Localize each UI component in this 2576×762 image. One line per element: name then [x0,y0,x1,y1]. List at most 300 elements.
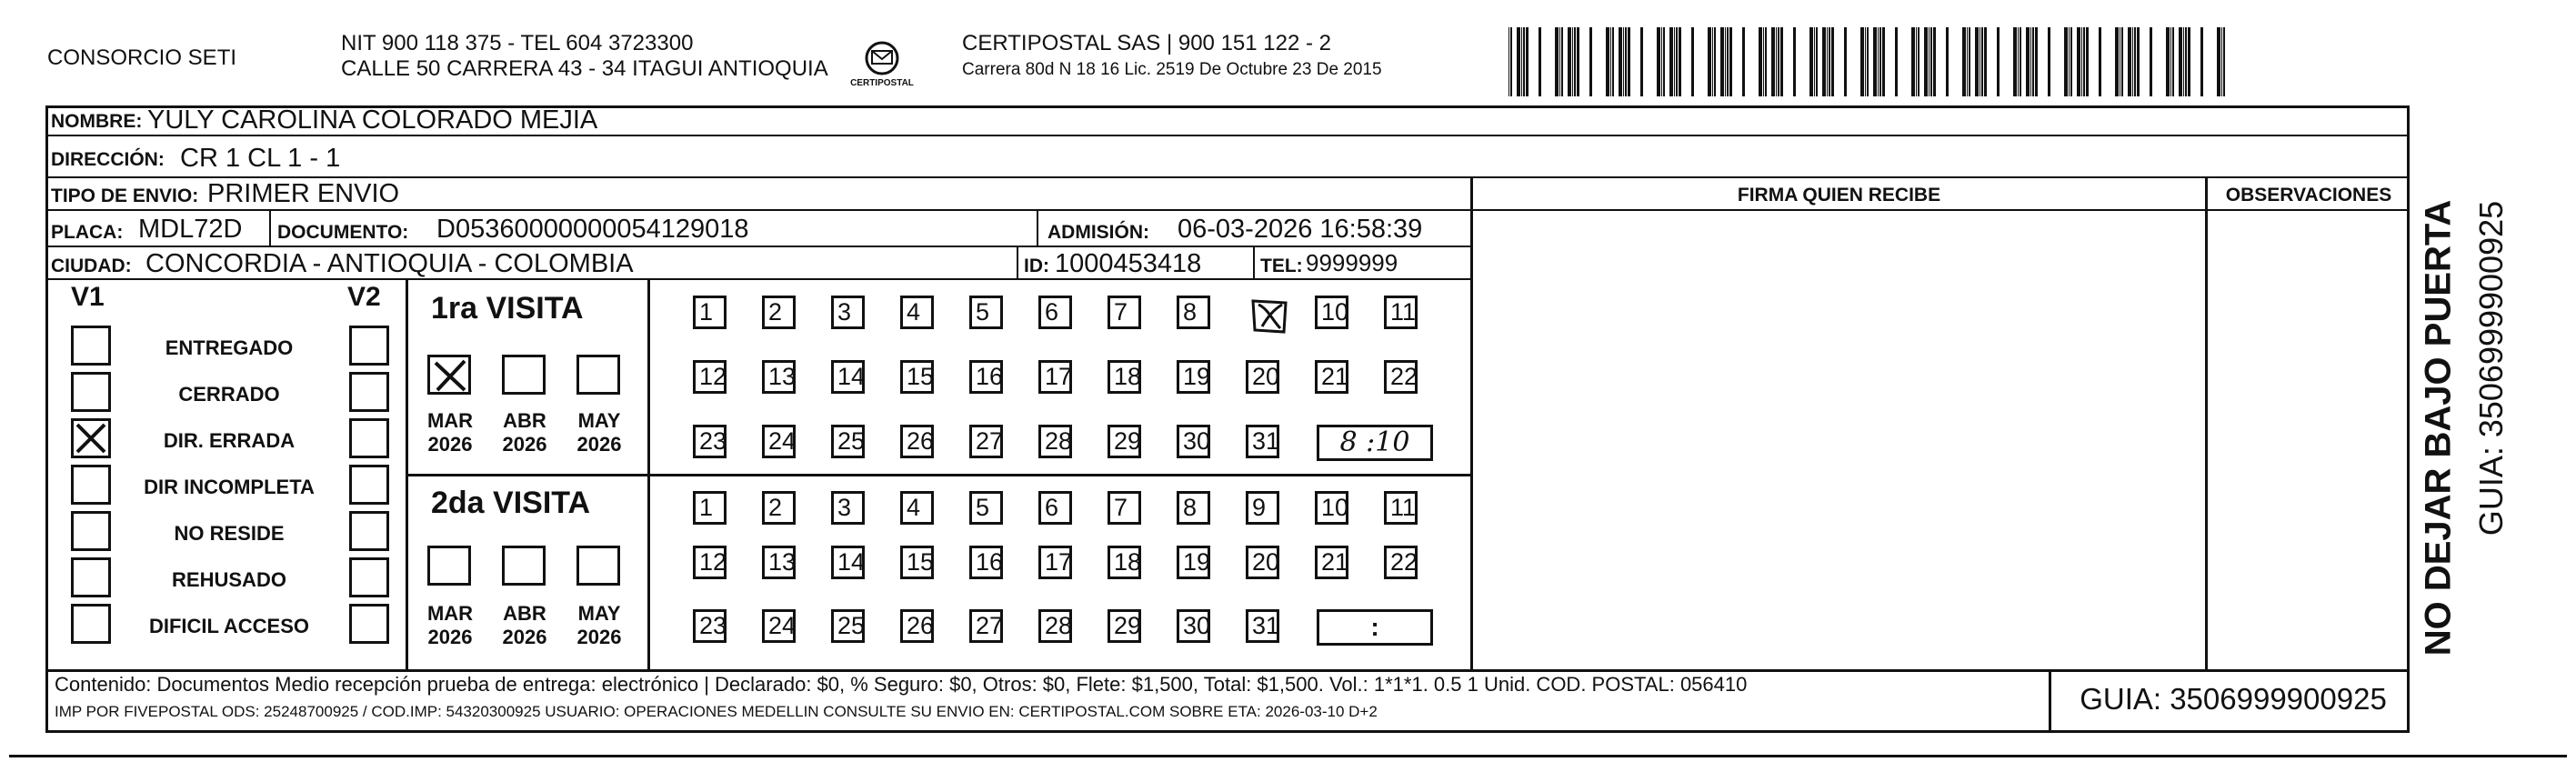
day-number: 28 [1045,427,1073,455]
barcode-bar [1661,27,1662,96]
year-label: 2026 [502,626,547,648]
day-number: 12 [699,548,727,576]
day-cell[interactable] [900,296,934,329]
month-label: MAY [577,409,621,432]
nit-line: NIT 900 118 375 - TEL 604 3723300 [341,31,694,55]
certipostal-logo [846,36,918,95]
barcode-bar [1778,27,1779,96]
first-visit-title: 1ra VISITA [431,291,584,326]
day-cell[interactable] [1177,425,1210,458]
day-cell[interactable] [1038,546,1072,579]
day-cell[interactable] [1108,425,1141,458]
day-cell[interactable] [1108,360,1141,394]
day-cell[interactable] [762,609,796,643]
barcode-bar [1763,27,1764,96]
day-cell[interactable] [969,491,1003,525]
barcode-bar [2172,27,2174,96]
barcode-bar [1510,27,1512,96]
tel-label: TEL: [1260,256,1303,276]
day-cell[interactable] [831,360,865,394]
day-cell[interactable] [693,491,727,525]
barcode-bar [1829,27,1830,96]
month-checkbox[interactable] [502,546,546,586]
day-cell[interactable] [1108,491,1141,525]
day-number: 13 [768,363,797,390]
logo-text: CERTIPOSTAL [850,78,914,88]
barcode-bar [1574,27,1576,96]
barcode-bar [1844,27,1847,96]
barcode-bar [1981,27,1983,96]
barcode-bar [1521,27,1522,96]
barcode-bar [1523,27,1525,96]
day-cell[interactable] [900,360,934,394]
day-cell[interactable] [1246,360,1279,394]
barcode-bar [2048,27,2050,96]
day-cell[interactable] [1384,546,1418,579]
day-number: 21 [1321,363,1349,390]
day-cell[interactable] [693,546,727,579]
day-number: 9 [1252,494,1267,521]
day-cell[interactable] [831,296,865,329]
barcode-bar [1831,27,1834,96]
divider-obs [2205,178,2208,669]
barcode-bar [2121,27,2123,96]
handwritten-mark-icon [1249,296,1289,334]
day-number: 2 [768,494,783,521]
day-number: 19 [1183,363,1211,390]
reason-label: DIR. ERRADA [163,429,296,452]
month-checkbox[interactable] [427,355,471,395]
barcode-bar [2018,27,2019,96]
barcode-bar [1916,27,1917,96]
barcode-bar [1895,27,1898,96]
day-cell[interactable] [693,360,727,394]
day-cell[interactable] [1315,546,1348,579]
hour-box-first[interactable] [1317,425,1433,461]
day-cell[interactable] [1315,360,1348,394]
admision-label: ADMISIÓN: [1047,222,1149,243]
nombre-row [45,105,2410,136]
month-label: MAR [426,409,474,432]
barcode-bar [2081,27,2082,96]
day-cell[interactable] [1246,491,1279,525]
day-cell[interactable] [1315,296,1348,329]
barcode-bar [2132,27,2133,96]
tipo-label: TIPO DE ENVIO: [51,185,199,206]
barcode-bar [1640,27,1643,96]
day-cell[interactable] [1246,609,1279,643]
barcode-bar [2035,27,2038,96]
barcode-bar [1924,27,1928,96]
barcode-bar [2170,27,2171,96]
barcode-bar [1559,27,1560,96]
barcode-bar [2026,27,2030,96]
day-number: 27 [976,427,1004,455]
day-cell[interactable] [1038,296,1072,329]
day-number: 11 [1390,494,1417,521]
reason-label: REHUSADO [172,568,286,591]
barcode-bar [2223,27,2225,96]
day-number: 10 [1321,494,1349,521]
ciudad-row [45,247,1473,280]
barcode-bar [1577,27,1579,96]
day-number: 6 [1045,494,1059,521]
barcode-bar [2185,27,2187,96]
reason-label: DIFICIL ACCESO [148,615,309,637]
day-number: 29 [1114,427,1142,455]
day-cell[interactable] [1177,609,1210,643]
day-cell[interactable] [762,425,796,458]
day-cell[interactable] [1108,546,1141,579]
barcode-bar [2099,27,2101,96]
documento-label: DOCUMENTO: [277,222,409,243]
nombre-value: YULY CAROLINA COLORADO MEJIA [147,105,598,135]
barcode-bar [1555,27,1559,96]
barcode-bar [1975,27,1979,96]
day-cell[interactable] [693,296,727,329]
day-number: 26 [907,612,935,639]
day-cell[interactable] [969,546,1003,579]
barcode-bar [1827,27,1828,96]
reason-label: NO RESIDE [174,522,285,545]
day-cell[interactable] [900,425,934,458]
barcode-bar [1610,27,1611,96]
barcode-bar [1663,27,1665,96]
day-cell[interactable] [762,546,796,579]
barcode-bar [2030,27,2031,96]
barcode-bar [1679,27,1681,96]
day-number: 23 [699,427,727,455]
day-cell[interactable] [969,296,1003,329]
barcode-bar [2032,27,2034,96]
imp-line: IMP POR FIVEPOSTAL ODS: 25248700925 / COD.IMP: 54320300925 USUARIO: OPERACIONES MEDELLIN CONSULTE SU ENVIO EN: CERTIPOSTAL.COM SOBRE ETA: 2026-03-10 D+2 [55,703,1378,720]
day-cell[interactable] [831,546,865,579]
day-cell[interactable] [1384,360,1418,394]
day-cell[interactable] [831,491,865,525]
month-checkbox[interactable] [576,546,620,586]
day-number: 8 [1183,298,1198,326]
observaciones-header: OBSERVACIONES [2225,185,2392,206]
day-number: 22 [1390,363,1418,390]
month-label: MAY [577,602,621,625]
reason-label: CERRADO [178,383,280,406]
hour-blank: : [1370,613,1379,641]
day-number: 29 [1114,612,1142,639]
barcode-bar [2134,27,2136,96]
day-number: 24 [768,427,797,455]
barcode-bar [2150,27,2152,96]
day-cell[interactable] [1384,491,1418,525]
barcode-bar [1765,27,1767,96]
day-cell[interactable] [969,360,1003,394]
day-cell[interactable] [762,296,796,329]
day-cell[interactable] [762,360,796,394]
placa-row [45,211,1473,247]
barcode-bar [1865,27,1866,96]
day-number: 3 [837,298,852,326]
barcode-bar [1572,27,1573,96]
barcode-bar [2064,27,2068,96]
year-label: 2026 [576,433,622,456]
barcode-bar [2020,27,2021,96]
barcode-bar [1526,27,1529,96]
barcode-bar [1984,27,1987,96]
barcode [1505,27,2232,96]
checked-x-icon [430,357,470,394]
barcode-bar [2013,27,2017,96]
barcode-bar [2137,27,2140,96]
hour-handwritten: 8 :10 [1339,426,1410,458]
barcode-bar [1625,27,1627,96]
day-number: 10 [1321,298,1349,326]
day-number: 18 [1114,548,1142,576]
month-checkbox[interactable] [502,355,546,395]
barcode-bar [1606,27,1609,96]
nombre-label: NOMBRE: [51,111,143,132]
day-cell[interactable] [693,425,727,458]
barcode-bar [1759,27,1762,96]
v2-checkbox[interactable] [349,511,389,551]
side-guia: GUIA: 3506999900925 [2472,200,2510,536]
day-number: 5 [976,494,990,521]
barcode-bar [1623,27,1624,96]
barcode-bar [1771,27,1775,96]
barcode-bar [1539,27,1541,96]
barcode-bar [1561,27,1563,96]
barcode-bar [1911,27,1915,96]
tipo-value: PRIMER ENVIO [207,179,400,208]
barcode-bar [1589,27,1592,96]
barcode-bar [1793,27,1796,96]
reason-label: DIR INCOMPLETA [144,476,315,498]
year-label: 2026 [502,433,547,456]
day-cell[interactable] [762,491,796,525]
day-number: 14 [837,363,866,390]
barcode-bar [1714,27,1716,96]
day-cell[interactable] [1246,546,1279,579]
day-number: 13 [768,548,797,576]
barcode-bar [1822,27,1826,96]
barcode-bar [1776,27,1777,96]
barcode-bar [1814,27,1815,96]
barcode-bar [1729,27,1732,96]
day-number: 3 [837,494,852,521]
barcode-bar [2086,27,2089,96]
v2-header: V2 [347,282,381,312]
day-number: 19 [1183,548,1211,576]
barcode-bar [1568,27,1571,96]
barcode-bar [1918,27,1919,96]
day-cell[interactable] [969,425,1003,458]
day-number: 20 [1252,548,1280,576]
day-number: 7 [1114,494,1128,521]
day-number: 4 [907,494,921,521]
barcode-bar [1669,27,1673,96]
barcode-bar [2077,27,2080,96]
day-number: 12 [699,363,727,390]
month-checkbox[interactable] [427,546,471,586]
day-cell[interactable] [1177,546,1210,579]
barcode-bar [2083,27,2085,96]
barcode-bar [1997,27,2000,96]
id-value: 1000453418 [1055,249,1202,278]
day-number: 1 [699,298,714,326]
direccion-row [45,136,2410,178]
day-cell[interactable] [1038,360,1072,394]
barcode-bar [1674,27,1675,96]
no-dejar-notice: NO DEJAR BAJO PUERTA [2418,199,2459,657]
hour-box-second[interactable] [1317,609,1433,646]
day-cell[interactable] [1177,296,1210,329]
day-number: 7 [1114,298,1128,326]
day-number: 24 [768,612,797,639]
barcode-bar [1727,27,1729,96]
year-label: 2026 [427,433,473,456]
day-number: 18 [1114,363,1142,390]
carrier-line: CERTIPOSTAL SAS | 900 151 122 - 2 [962,31,1331,55]
barcode-bar [2200,27,2203,96]
day-number: 31 [1252,427,1280,455]
company-name: CONSORCIO SETI [47,45,237,70]
month-label: ABR [503,602,546,625]
barcode-bar [1873,27,1877,96]
direccion-value: CR 1 CL 1 - 1 [180,144,341,173]
ciudad-label: CIUDAD: [51,256,132,276]
bottom-rule [9,755,2567,757]
day-number: 6 [1045,298,1059,326]
barcode-bar [1720,27,1724,96]
day-cell[interactable] [1038,491,1072,525]
day-cell[interactable] [969,609,1003,643]
day-number: 17 [1045,548,1073,576]
barcode-bar [1878,27,1879,96]
day-cell[interactable] [900,546,934,579]
day-number: 30 [1183,427,1211,455]
footer-guia-divider [2049,671,2051,733]
day-cell[interactable] [1038,425,1072,458]
contenido-line: Contenido: Documentos Medio recepción prueba de entrega: electrónico | Declarado: $0, % Seguro: $0, Otros: $0, Flete: $1,500, Total: $1,500. Vol.: 1*1*1. 0.5 1 Unid. COD. POSTAL: 056410 [55,673,1748,696]
v2-checkbox[interactable] [349,604,389,644]
day-number: 5 [976,298,990,326]
barcode-bar [1933,27,1936,96]
barcode-bar [1742,27,1745,96]
day-number: 25 [837,427,866,455]
day-cell[interactable] [1038,609,1072,643]
v2-checkbox[interactable] [349,557,389,597]
day-number: 31 [1252,612,1280,639]
barcode-bar [1708,27,1711,96]
carrier-license: Carrera 80d N 18 16 Lic. 2519 De Octubre 23 De 2015 [962,60,1382,79]
placa-value: MDL72D [138,215,243,244]
day-cell[interactable] [693,609,727,643]
v2-checkbox[interactable] [349,418,389,458]
placa-label: PLACA: [51,222,124,243]
day-number: 4 [907,298,921,326]
firma-header: FIRMA QUIEN RECIBE [1737,185,1941,206]
v2-checkbox[interactable] [349,465,389,505]
day-cell[interactable] [1384,296,1418,329]
barcode-bar [1725,27,1726,96]
direccion-label: DIRECCIÓN: [51,149,165,170]
day-cell[interactable] [1108,609,1141,643]
barcode-bar [1879,27,1881,96]
barcode-bar [1946,27,1949,96]
id-label: ID: [1024,256,1049,276]
month-label: MAR [426,602,474,625]
barcode-bar [1676,27,1678,96]
barcode-bar [2128,27,2131,96]
barcode-bar [2179,27,2182,96]
tel-value: 9999999 [1306,249,1398,276]
day-number: 15 [907,363,935,390]
barcode-bar [1867,27,1869,96]
day-cell[interactable] [1246,425,1279,458]
v2-checkbox[interactable] [349,372,389,412]
day-cell[interactable] [1177,360,1210,394]
barcode-bar [2183,27,2184,96]
day-cell[interactable] [1177,491,1210,525]
documento-value: D05360000000054129018 [436,215,749,244]
barcode-bar [1882,27,1885,96]
day-cell[interactable] [900,609,934,643]
reason-label: ENTREGADO [165,336,294,359]
footer-divider [45,669,2410,672]
day-cell[interactable] [831,425,865,458]
barcode-bar [2166,27,2170,96]
barcode-bar [1712,27,1713,96]
day-cell[interactable] [1246,296,1279,329]
day-number: 21 [1321,548,1349,576]
barcode-bar [1962,27,1966,96]
v1-header: V1 [71,282,105,312]
month-label: ABR [503,409,546,432]
v2-checkbox[interactable] [349,326,389,366]
barcode-bar [2115,27,2119,96]
second-visit-title: 2da VISITA [431,486,591,520]
day-cell[interactable] [1108,296,1141,329]
day-cell[interactable] [1315,491,1348,525]
barcode-bar [1619,27,1622,96]
barcode-bar [2217,27,2220,96]
day-cell[interactable] [900,491,934,525]
day-number: 8 [1183,494,1198,521]
day-number: 26 [907,427,935,455]
day-number: 22 [1390,548,1418,576]
day-number: 2 [768,298,783,326]
day-number: 17 [1045,363,1073,390]
admision-value: 06-03-2026 16:58:39 [1178,215,1423,244]
day-number: 14 [837,548,866,576]
day-number: 25 [837,612,866,639]
barcode-bar [1612,27,1614,96]
year-label: 2026 [576,626,622,648]
day-number: 15 [907,548,935,576]
barcode-bar [1657,27,1660,96]
month-checkbox[interactable] [576,355,620,395]
barcode-bar [1860,27,1864,96]
day-number: 30 [1183,612,1211,639]
day-number: 16 [976,363,1004,390]
day-cell[interactable] [831,609,865,643]
ciudad-value: CONCORDIA - ANTIOQUIA - COLOMBIA [145,249,634,278]
barcode-bar [1930,27,1932,96]
barcode-bar [1628,27,1630,96]
barcode-bar [1969,27,1970,96]
day-number: 16 [976,548,1004,576]
barcode-bar [1780,27,1783,96]
day-number: 20 [1252,363,1280,390]
guia-box: GUIA: 3506999900925 [2080,682,2387,716]
